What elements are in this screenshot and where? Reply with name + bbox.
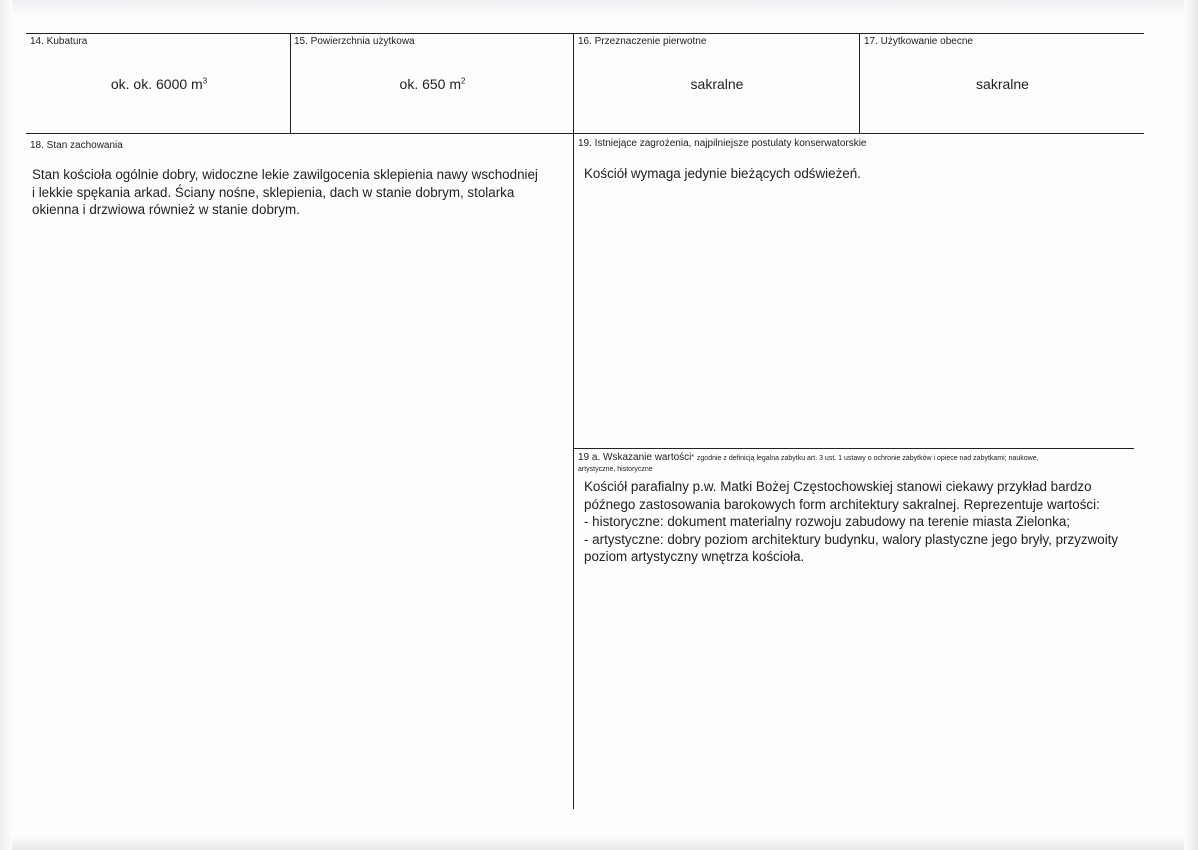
field-19a-note-line-2: artystyczne, historyczne xyxy=(578,466,653,473)
field-19a-line-4: - artystyczne: dobry poziom architektury budynku, walory plastyczne jego bryły, przyzwoity xyxy=(584,531,1119,547)
row-divider-19a xyxy=(573,448,1134,449)
field-14-value-text: ok. ok. 6000 m xyxy=(110,76,203,92)
field-19-text: Kościół wymaga jedynie bieżących odświeżeń. xyxy=(584,166,861,181)
field-19-label: 19. Istniejące zagrożenia, najpilniejsze postulaty konserwatorskie xyxy=(578,138,867,149)
field-19a-label-text: 19 a. Wskazanie wartości xyxy=(578,452,692,463)
field-15-value xyxy=(292,76,573,92)
field-19a-line-5: poziom artystyczny wnętrza kościoła. xyxy=(584,549,805,564)
field-14-value xyxy=(28,76,290,92)
field-15-label: 15. Powierzchnia użytkowa xyxy=(294,36,415,47)
scan-edge-left xyxy=(0,0,12,850)
field-19a-label-mark: * xyxy=(691,454,695,461)
row-divider-1 xyxy=(26,133,1144,134)
field-18-line-1: Stan kościoła ogólnie dobry, widoczne lekie zawilgocenia sklepienia nawy wschodniej xyxy=(32,167,538,182)
field-19a-line-2: późnego zastosowania barokowych form architektury sakralnej. Reprezentuje wartości: xyxy=(584,496,1100,512)
field-18-line-3: okienna i drzwiowa również w stanie dobrym. xyxy=(32,202,300,217)
field-17-value: sakralne xyxy=(976,76,1029,92)
field-16-label: 16. Przeznaczenie pierwotne xyxy=(578,36,707,47)
divider-15-16 xyxy=(573,33,574,809)
field-18-line-2: i lekkie spękania arkad. Ściany nośne, sklepienia, dach w stanie dobrym, stolarka xyxy=(32,184,515,200)
field-19a-line-1: Kościół parafialny p.w. Matki Bożej Częstochowskiej stanowi ciekawy przykład bardzo xyxy=(584,479,1092,494)
field-16-value: sakralne xyxy=(690,76,744,92)
field-18-label: 18. Stan zachowania xyxy=(30,140,123,151)
field-19a-note-line-1: zgodnie z definicją legalna zabytku art. 3 ust. 1 ustawy o ochronie zabytków i opiece nad zabytkami; naukowe, xyxy=(696,455,1039,462)
field-19a-label xyxy=(578,453,1134,475)
divider-16-17 xyxy=(859,33,860,133)
field-19a-line-3: - historyczne: dokument materialny rozwoju zabudowy na terenie miasta Zielonka; xyxy=(584,514,1071,529)
scan-edge-top xyxy=(0,0,1198,18)
divider-14-15 xyxy=(290,33,291,133)
field-15-unit-exponent: 2 xyxy=(461,76,466,86)
field-14-label: 14. Kubatura xyxy=(30,36,88,47)
field-14-unit-exponent: 3 xyxy=(202,76,208,86)
field-17-label: 17. Użytkowanie obecne xyxy=(864,36,973,47)
field-15-value-text: ok. 650 m xyxy=(399,76,462,92)
field-19a-text xyxy=(584,478,1162,566)
scan-edge-right xyxy=(1184,0,1198,850)
field-18-text xyxy=(32,166,559,219)
scan-edge-bottom xyxy=(0,836,1198,850)
top-border xyxy=(26,33,1144,34)
